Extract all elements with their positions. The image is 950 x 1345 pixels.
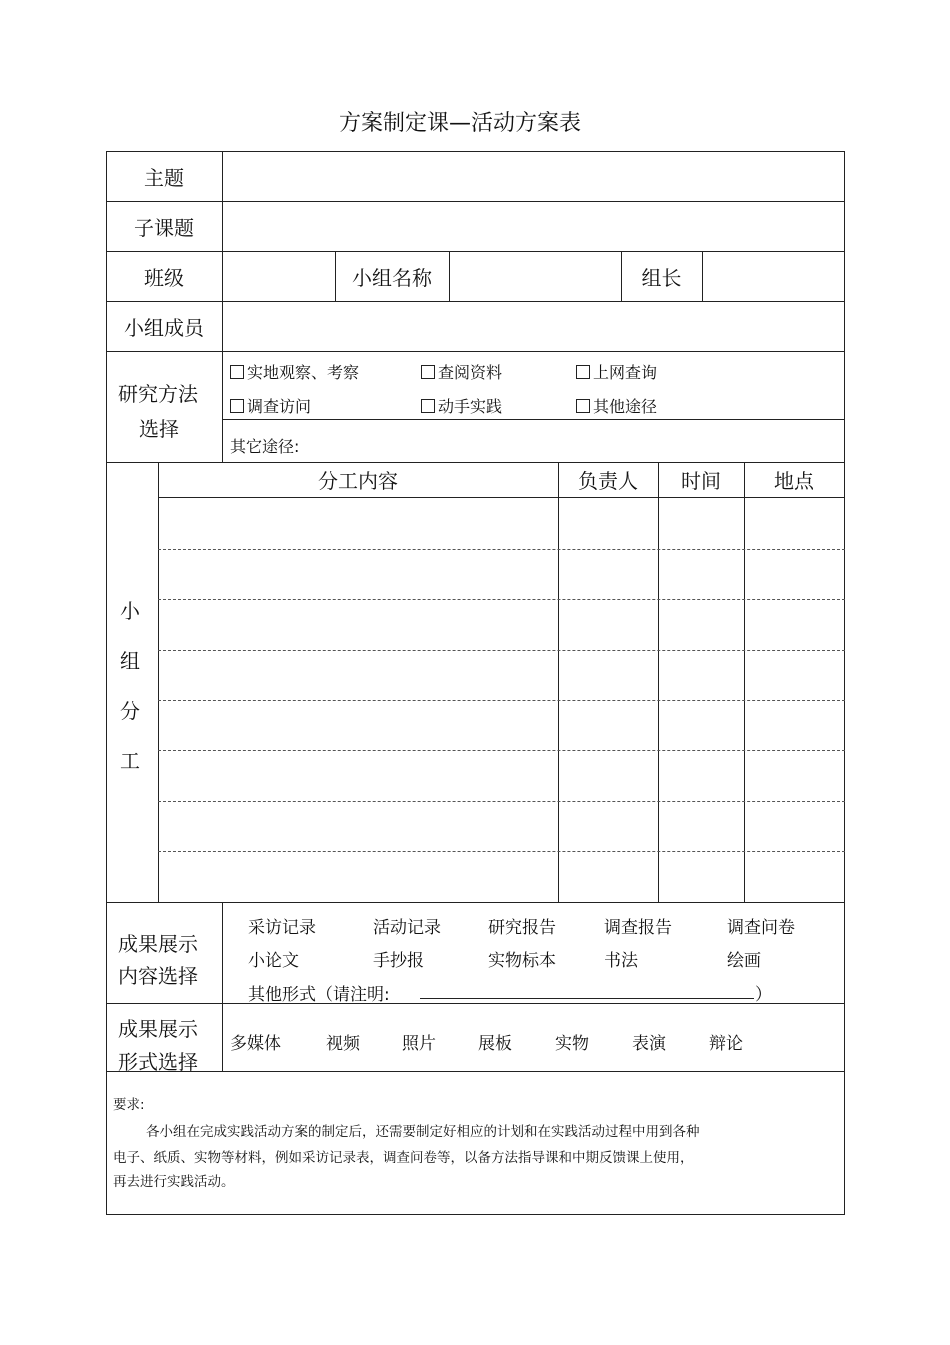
checkbox-icon[interactable] [576, 399, 590, 413]
result-content-option[interactable]: 绘画 [727, 951, 761, 971]
checkbox-icon[interactable] [421, 365, 435, 379]
topic-label: 主题 [144, 165, 184, 190]
division-side-label: 组 [120, 649, 140, 673]
other-method-field[interactable] [310, 424, 840, 460]
method-option[interactable]: 上网查询 [576, 360, 657, 383]
checkbox-icon[interactable] [421, 399, 435, 413]
header-person: 负责人 [578, 469, 638, 493]
method-label-line1: 研究方法 [118, 382, 198, 406]
checkbox-icon[interactable] [230, 365, 244, 379]
result-content-option[interactable]: 调查问卷 [727, 918, 795, 938]
method-option[interactable]: 其他途径 [576, 394, 657, 417]
result-form-option[interactable]: 实物 [555, 1034, 589, 1054]
group-name-label: 小组名称 [352, 265, 432, 290]
result-content-option[interactable]: 小论文 [248, 951, 299, 971]
result-content-option[interactable]: 研究报告 [488, 918, 556, 938]
method-option[interactable]: 实地观察、考察 [230, 360, 359, 383]
division-table-body[interactable] [159, 498, 844, 902]
members-field[interactable] [223, 302, 844, 351]
other-form-close: ） [755, 985, 772, 1005]
result-content-option[interactable]: 实物标本 [488, 951, 556, 971]
leader-label: 组长 [641, 265, 682, 290]
result-form-option[interactable]: 展板 [478, 1034, 512, 1054]
requirements-label: 要求: [113, 1097, 145, 1113]
class-field[interactable] [223, 252, 335, 301]
division-side-label: 小 [120, 599, 140, 623]
other-form-label: 其他形式（请注明: [248, 985, 390, 1005]
result-form-label-line1: 成果展示 [118, 1017, 198, 1041]
result-form-option[interactable]: 辩论 [709, 1034, 743, 1054]
result-content-label-line1: 成果展示 [118, 932, 198, 956]
other-form-field[interactable] [420, 998, 754, 999]
result-form-option[interactable]: 表演 [632, 1034, 666, 1054]
topic-field[interactable] [223, 152, 844, 201]
checkbox-icon[interactable] [576, 365, 590, 379]
result-form-option[interactable]: 视频 [326, 1034, 360, 1054]
members-label: 小组成员 [124, 315, 204, 340]
requirements-line: 各小组在完成实践活动方案的制定后，还需要制定好相应的计划和在实践活动过程中用到各种 [146, 1124, 700, 1140]
result-content-option[interactable]: 活动记录 [373, 918, 441, 938]
subtopic-field[interactable] [223, 202, 844, 251]
requirements-line: 再去进行实践活动。 [113, 1174, 235, 1190]
checkbox-icon[interactable] [230, 399, 244, 413]
method-option[interactable]: 动手实践 [421, 394, 502, 417]
method-option[interactable]: 调查访问 [230, 394, 311, 417]
result-content-label-line2: 内容选择 [118, 964, 198, 988]
result-form-option[interactable]: 照片 [402, 1034, 436, 1054]
header-time: 时间 [681, 469, 721, 493]
result-content-option[interactable]: 手抄报 [373, 951, 424, 971]
requirements-line: 电子、纸质、实物等材料，例如采访记录表，调查问卷等，以备方法指导课和中期反馈课上使用， [113, 1150, 694, 1166]
other-method-label: 其它途径: [230, 437, 300, 456]
result-content-option[interactable]: 书法 [604, 951, 638, 971]
division-side-label: 分 [120, 699, 140, 723]
method-option[interactable]: 查阅资料 [421, 360, 502, 383]
result-content-option[interactable]: 调查报告 [604, 918, 672, 938]
header-task: 分工内容 [318, 469, 398, 493]
leader-field[interactable] [703, 252, 844, 301]
method-label-line2: 选择 [139, 417, 179, 441]
header-place: 地点 [774, 469, 814, 493]
group-name-field[interactable] [450, 252, 621, 301]
result-content-option[interactable]: 采访记录 [248, 918, 316, 938]
division-side-label: 工 [120, 749, 140, 773]
class-label: 班级 [144, 265, 184, 290]
subtopic-label: 子课题 [134, 215, 194, 240]
page-title: 方案制定课—活动方案表 [338, 111, 581, 136]
result-form-option[interactable]: 多媒体 [230, 1034, 281, 1054]
result-form-label-line2: 形式选择 [118, 1050, 198, 1074]
